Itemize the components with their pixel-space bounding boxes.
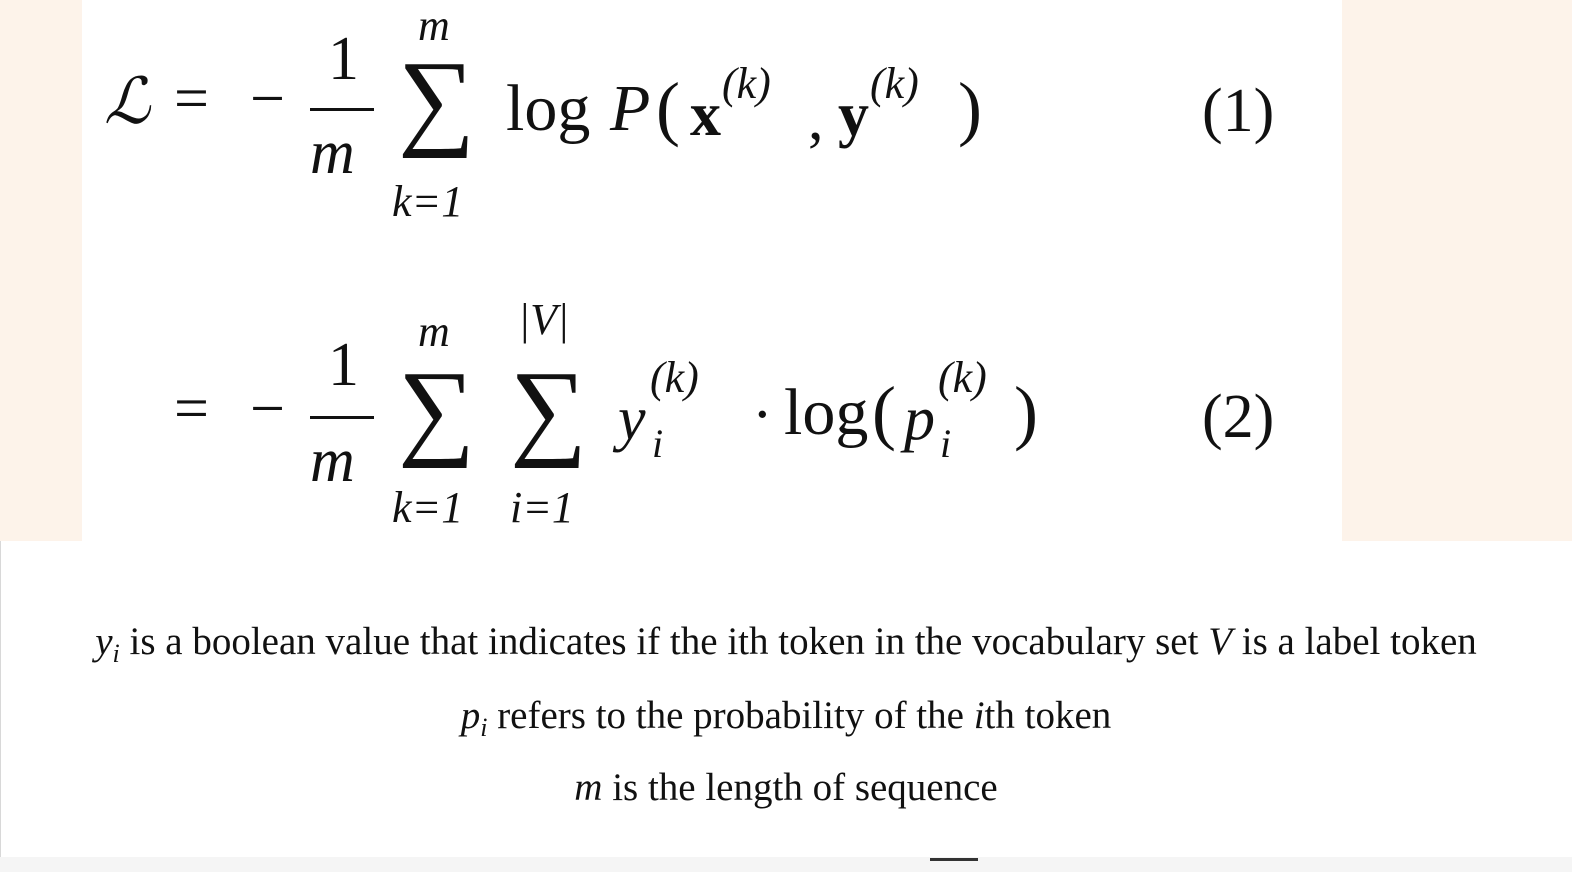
eq2-sub-i-2: i xyxy=(940,421,952,466)
eq2-number: (2) xyxy=(1202,383,1275,451)
eq2-close-paren: ) xyxy=(1014,372,1038,452)
eq2-sup-k-2: (k) xyxy=(938,353,987,402)
eq1-P: P xyxy=(610,72,651,145)
caption-v-symbol: V xyxy=(1208,620,1233,663)
eq1-number: (1) xyxy=(1202,77,1275,145)
caption-i-symbol: i xyxy=(973,694,985,737)
eq2-p: p xyxy=(904,385,935,453)
loss-symbol: ℒ xyxy=(104,65,151,139)
eq1-x: x xyxy=(690,81,721,149)
caption-m-text: is the length of sequence xyxy=(602,766,998,809)
caption-p-symbol: p xyxy=(460,694,481,737)
caption-y-symbol: y xyxy=(95,620,113,663)
eq1-fraction-denominator: m xyxy=(310,119,355,187)
eq2-cdot: · xyxy=(752,381,773,449)
eq1-minus: − xyxy=(250,65,285,133)
eq1-y: y xyxy=(838,81,869,149)
bottom-scroll-area xyxy=(0,857,1572,872)
caption-p-text-1: refers to the probability of the xyxy=(487,694,974,737)
eq2-y: y xyxy=(618,385,646,453)
eq1-fraction-numerator: 1 xyxy=(328,25,359,93)
caption-y-text-1: is a boolean value that indicates if the ith token in the vocabulary set xyxy=(119,620,1209,663)
caption-m-symbol: m xyxy=(574,766,603,809)
caption-m-definition xyxy=(0,768,1572,807)
eq1-comma: , xyxy=(808,85,824,153)
eq1-sup-k-2: (k) xyxy=(870,59,919,108)
eq2-open-paren: ( xyxy=(872,372,896,452)
eq2-fraction-bar xyxy=(310,416,374,419)
caption-p-text-2: th token xyxy=(984,694,1112,737)
caption-p-subscript: i xyxy=(480,713,488,742)
eq1-sup-k-1: (k) xyxy=(722,59,771,108)
eq1-sum-lower: k=1 xyxy=(392,177,464,226)
caption-y-definition xyxy=(0,620,1572,668)
eq2-sum2-symbol: ∑ xyxy=(510,350,587,469)
caption-y-subscript: i xyxy=(112,639,120,668)
eq2-sum2-upper: |V| xyxy=(518,295,570,344)
eq1-fraction-bar xyxy=(310,108,374,111)
caption-y-text-2: is a label token xyxy=(1232,620,1477,663)
eq2-sum1-lower: k=1 xyxy=(392,483,464,532)
eq1-close-paren: ) xyxy=(958,68,982,148)
scroll-indicator[interactable] xyxy=(930,858,978,861)
eq1-log: log xyxy=(506,72,591,145)
eq2-minus: − xyxy=(250,375,285,443)
eq1-sum-upper: m xyxy=(418,1,450,50)
eq2-fraction-numerator: 1 xyxy=(328,331,359,399)
eq2-sum1-upper: m xyxy=(418,307,450,356)
eq2-sup-k-1: (k) xyxy=(650,353,699,402)
eq2-sum2-lower: i=1 xyxy=(510,483,574,532)
eq2-equals: = xyxy=(174,375,209,443)
eq1-sum-symbol: ∑ xyxy=(398,40,475,159)
eq2-sum1-symbol: ∑ xyxy=(398,350,475,469)
eq1-equals: = xyxy=(174,65,209,133)
equation-panel xyxy=(82,0,1342,541)
eq2-sub-i-1: i xyxy=(652,421,664,466)
caption-p-definition xyxy=(0,694,1572,742)
eq2-log: log xyxy=(784,376,869,449)
eq1-open-paren: ( xyxy=(656,68,680,148)
eq2-fraction-denominator: m xyxy=(310,427,355,495)
